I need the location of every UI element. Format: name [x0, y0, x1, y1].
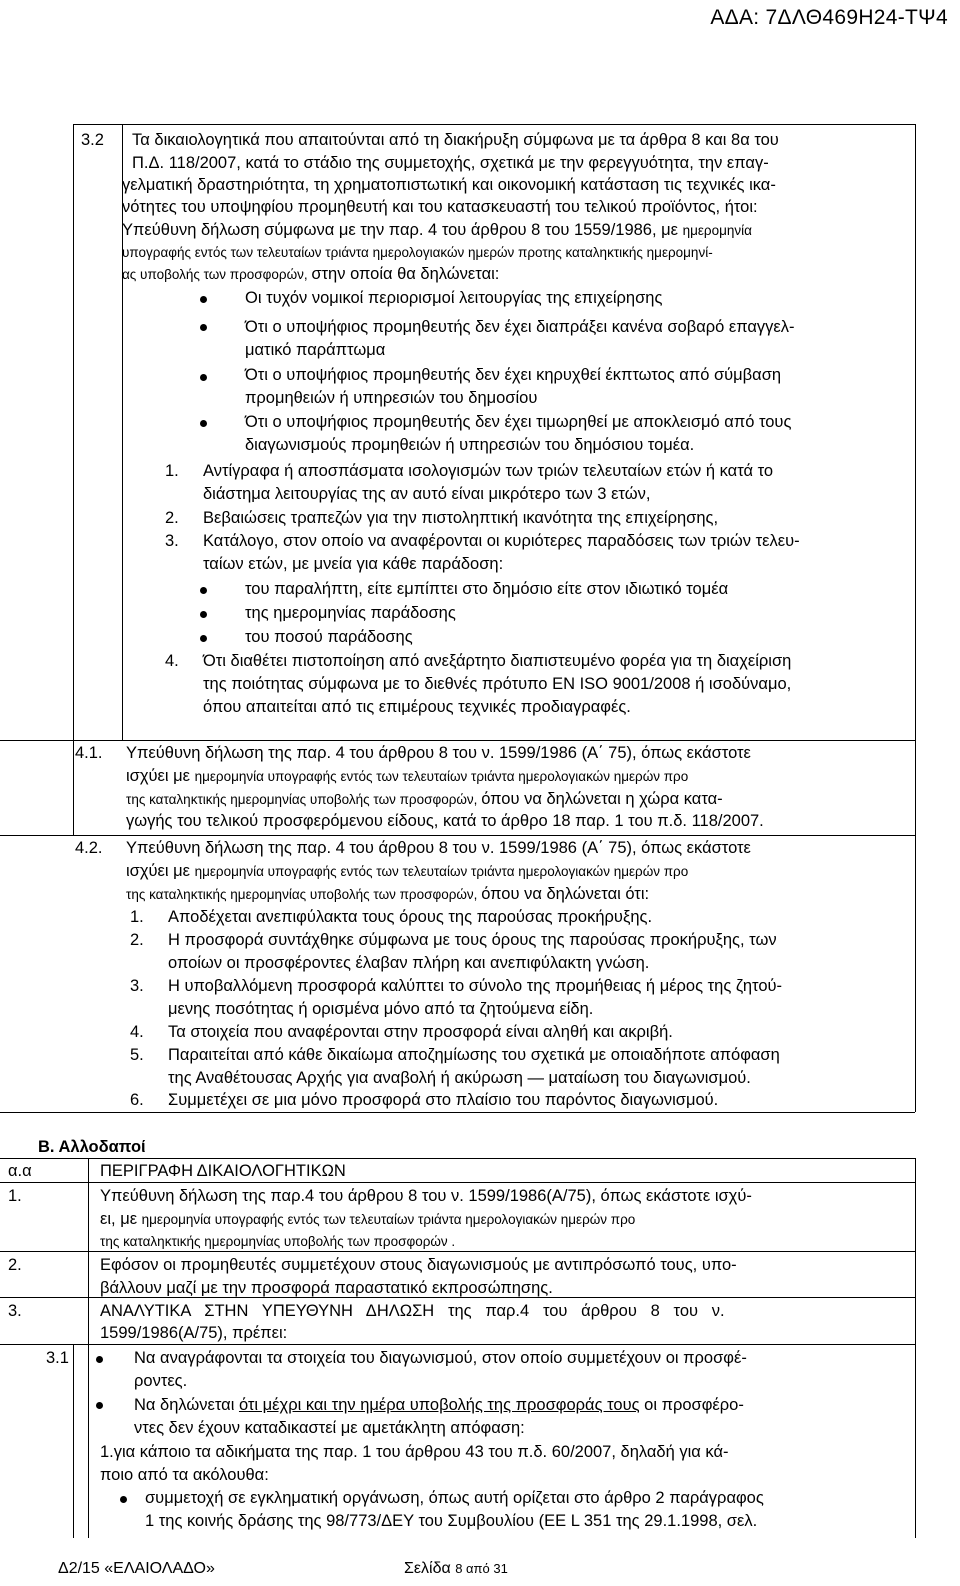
numbered-label: 3.: [130, 977, 144, 995]
border-right-4: [915, 740, 916, 1112]
row1-line-1: Υπεύθυνη δήλωση της παρ.4 του άρθρου 8 του ν. 1599/1986(Α/75), όπως εκάστοτε ισχύ-: [100, 1187, 752, 1205]
row3-line-2: 1599/1986(Α/75), πρέπει:: [100, 1324, 288, 1342]
bullet-item-2-line-2: ματικό παράπτωμα: [245, 341, 386, 359]
section-number-4-2: 4.2.: [75, 839, 103, 857]
footer-doc-code: Δ2/15 «ΕΛΑΙΟΛΑΔΟ»: [58, 1560, 215, 1577]
declaration-1: Αποδέχεται ανεπιφύλακτα τους όρους της παρούσας προκήρυξης.: [168, 908, 653, 926]
row1-line-2a: ει, με: [100, 1210, 142, 1228]
declaration-3-line-1: Η υποβαλλόμενη προσφορά καλύπτει το σύνολο της προμήθειας ή μέρος της ζητού-: [168, 977, 783, 995]
r31-bullet-2-underlined: ότι μέχρι και την ημέρα υποβολής της προσφοράς τους: [238, 1396, 640, 1414]
footer-page-info: [404, 1558, 508, 1580]
r31-sub-bullet-line-2: 1 της κοινής δράσης της 98/773/ΔΕΥ του Συμβουλίου (ΕΕ L 351 της 29.1.1998, σελ.: [145, 1512, 758, 1530]
bullet-item-3-line-2: προμηθειών ή υπηρεσιών του δημοσίου: [245, 389, 538, 407]
sec41-line-2a: ισχύει με: [126, 767, 195, 785]
table-border: [73, 1344, 74, 1538]
footer-total-pages: 31: [493, 1561, 508, 1576]
row1-line-2: [100, 1208, 635, 1232]
bullet-item-2-line-1: Ότι ο υποψήφιος προμηθευτής δεν έχει διαπράξει κανένα σοβαρό επαγγελ-: [245, 318, 795, 336]
declaration-2-line-1: Η προσφορά συντάχθηκε σύμφωνα με τους όρους της παρούσας προκήρυξης, των: [168, 931, 777, 949]
iso-line-3: όπου απαιτείται από τις επιμέρους τεχνικές προδιαγραφές.: [203, 698, 631, 716]
bullet-icon: [120, 1496, 127, 1503]
r31-bullet-2b: οι προσφέρο-: [639, 1396, 744, 1414]
numbered-label: 2.: [130, 931, 144, 949]
numbered-label: 3.: [165, 532, 179, 550]
intro-line-1: Τα δικαιολογητικά που απαιτούνται από τη διακήρυξη σύμφωνα με τα άρθρα 8 και 8α του: [132, 131, 779, 149]
footer-page-number: 8: [455, 1561, 463, 1576]
r31-bullet-2-line-1: [134, 1394, 744, 1417]
row2-line-2: βάλλουν μαζί με την προσφορά παραστατικό εκπροσώπησης.: [100, 1279, 553, 1297]
border-top-3-2: [73, 124, 915, 125]
numbered-item-3-line-1: Κατάλογο, στον οποίο να αναφέρονται οι κυριότερες παραδόσεις των τριών τελευ-: [203, 532, 800, 550]
r31-bullet-2a: Να δηλώνεται: [134, 1396, 239, 1414]
border-top-4: [0, 740, 915, 741]
intro-line-2: Π.Δ. 118/2007, κατά το στάδιο της συμμετοχής, σχετικά με την φερεγγυότητα, την επαγ-: [132, 154, 769, 172]
numbered-label: 1.: [130, 908, 144, 926]
sec42-line-2b: ημερομηνία υπογραφής εντός των τελευταίων τριάντα ημερολογιακών ημερών προ: [194, 864, 689, 879]
bullet-icon: [200, 296, 207, 303]
bullet-icon: [200, 635, 207, 642]
sec42-line-1: Υπεύθυνη δήλωση της παρ. 4 του άρθρου 8 του ν. 1599/1986 (Α΄ 75), όπως εκάστοτε: [126, 839, 751, 857]
numbered-label: 2.: [165, 509, 179, 527]
numbered-item-1-line-2: διάστημα λειτουργίας της αν αυτό είναι μικρότερο των 3 ετών,: [203, 485, 651, 503]
intro-line-5: [122, 219, 752, 243]
delivery-bullet-1: του παραλήπτη, είτε εμπίπτει στο δημόσιο είτε στον ιδιωτικό τομέα: [245, 580, 729, 598]
iso-line-1: Ότι διαθέτει πιστοποίηση από ανεξάρτητο διαπιστευμένο φορέα για τη διαχείριση: [203, 652, 792, 670]
bullet-item-4-line-1: Ότι ο υποψήφιος προμηθευτής δεν έχει τιμωρηθεί με αποκλεισμό από τους: [245, 413, 792, 431]
bullet-icon: [200, 611, 207, 618]
numbered-item-1-line-1: Αντίγραφα ή αποσπάσματα ισολογισμών των τριών τελευταίων ετών ή κατά το: [203, 462, 774, 480]
table-row-number: 1.: [8, 1187, 22, 1205]
border-bottom-4: [0, 1112, 915, 1113]
footer-of: από: [462, 1561, 494, 1576]
footer-page-label: Σελίδα: [404, 1560, 456, 1577]
declaration-3-line-2: μενης ποσότητας ή ορισμένα μόνο από τα ζητούμενα είδη.: [168, 1000, 594, 1018]
table-border: [88, 1344, 89, 1538]
sec41-line-4: γωγής του τελικού προσφερόμενου είδους, κατά το άρθρο 18 παρ. 1 του π.δ. 118/2007.: [126, 812, 764, 830]
r31-sub-bullet-line-1: συμμετοχή σε εγκληματική οργάνωση, όπως αυτή ορίζεται στο άρθρο 2 παράγραφος: [145, 1489, 764, 1507]
bullet-item-4-line-2: διαγωνισμούς προμηθειών ή υπηρεσιών του δημόσιου τομέα.: [245, 436, 695, 454]
border-left-3-2: [73, 124, 74, 740]
table-header-description: ΠΕΡΙΓΡΑΦΗ ΔΙΚΑΙΟΛΟΓΗΤΙΚΩΝ: [100, 1162, 346, 1180]
bullet-icon: [200, 374, 207, 381]
intro-line-7-text: στην οποία θα δηλώνεται:: [311, 265, 500, 283]
declaration-2-line-2: οποίων οι προσφέροντες έλαβαν πλήρη και ανεπιφύλακτη γνώση.: [168, 954, 650, 972]
border-left-4-1: [73, 740, 74, 835]
intro-line-7-small: ας υποβολής των προσφορών,: [122, 267, 312, 282]
table-row-number: 3.1: [46, 1349, 69, 1367]
border-right-3-2: [915, 124, 916, 740]
declaration-5-line-1: Παραιτείται από κάθε δικαίωμα αποζημίωσης του σχετικά με οποιαδήποτε απόφαση: [168, 1046, 780, 1064]
bullet-icon: [200, 587, 207, 594]
r31-para-line-2: ποιο από τα ακόλουθα:: [100, 1466, 269, 1484]
r31-para-line-1: 1.για κάποιο τα αδικήματα της παρ. 1 του άρθρου 43 του π.δ. 60/2007, δηλαδή για κά-: [100, 1443, 729, 1461]
bullet-item-3-line-1: Ότι ο υποψήφιος προμηθευτής δεν έχει κηρυχθεί έκπτωτος από σύμβαση: [245, 366, 782, 384]
r31-bullet-1-line-2: ροντες.: [134, 1372, 188, 1390]
intro-line-5-text: Υπεύθυνη δήλωση σύμφωνα με την παρ. 4 του άρθρου 8 του 1559/1986, με: [122, 221, 683, 239]
numbered-label: 5.: [130, 1046, 144, 1064]
bullet-icon: [200, 420, 207, 427]
sec41-line-2: [126, 765, 688, 789]
row3-line-1: ΑΝΑΛΥΤΙΚΑ ΣΤΗΝ ΥΠΕΥΘΥΝΗ ΔΗΛΩΣΗ της παρ.4 του άρθρου 8 του ν.: [100, 1302, 725, 1320]
bullet-icon: [96, 1356, 103, 1363]
sec42-line-3: [126, 883, 649, 907]
intro-line-6: υπογραφής εντός των τελευταίων τριάντα ημερολογιακών ημερών προτης καταληκτικής ημερομηνί-: [122, 245, 713, 260]
row1-line-2b: ημερομηνία υπογραφής εντός των τελευταίων τριάντα ημερολογιακών ημερών προ: [141, 1212, 636, 1227]
declaration-6: Συμμετέχει σε μια μόνο προσφορά στο πλαίσιο του παρόντος διαγωνισμού.: [168, 1091, 719, 1109]
section-b-title: Β. Αλλοδαποί: [38, 1138, 146, 1156]
numbered-label: 4.: [130, 1023, 144, 1041]
section-number-4-1: 4.1.: [75, 744, 103, 762]
border-mid-4: [0, 835, 915, 836]
bullet-icon: [200, 324, 207, 331]
iso-line-2: της ποιότητας σύμφωνα με το διεθνές πρότυπο EN ISO 9001/2008 ή ισοδύναμο,: [203, 675, 792, 693]
intro-line-4: νότητες του υποψηφίου προμηθευτή και του κατασκευαστή του τελικού προϊόντος, ήτοι:: [122, 198, 758, 216]
sec41-line-2b: ημερομηνία υπογραφής εντός των τελευταίων τριάντα ημερολογιακών ημερών προ: [194, 769, 689, 784]
delivery-bullet-3: του ποσού παράδοσης: [245, 628, 413, 646]
delivery-bullet-2: της ημερομηνίας παράδοσης: [245, 604, 456, 622]
numbered-label: 6.: [130, 1091, 144, 1109]
section-number: 3.2: [81, 131, 104, 149]
numbered-item-2-line-1: Βεβαιώσεις τραπεζών για την πιστοληπτική ικανότητα της επιχείρησης,: [203, 509, 719, 527]
intro-line-7: [122, 263, 499, 287]
table-border: [915, 1158, 916, 1538]
sec41-line-1: Υπεύθυνη δήλωση της παρ. 4 του άρθρου 8 του ν. 1599/1986 (Α΄ 75), όπως εκάστοτε: [126, 744, 751, 762]
table-row-number: 2.: [8, 1256, 22, 1274]
ada-code: ΑΔΑ: 7ΔΛΘ469Η24-ΤΨ4: [710, 6, 948, 29]
bullet-icon: [96, 1402, 103, 1409]
sec42-line-3b: όπου να δηλώνεται ότι:: [481, 885, 650, 903]
declaration-5-line-2: της Αναθέτουσας Αρχής για αναβολή ή ακύρωση — ματαίωση του διαγωνισμού.: [168, 1069, 751, 1087]
numbered-item-3-line-2: ταίων ετών, με μνεία για κάθε παράδοση:: [203, 555, 504, 573]
sec41-line-3: [126, 788, 723, 812]
sec42-line-2: [126, 860, 688, 884]
sec41-line-3b: όπου να δηλώνεται η χώρα κατα-: [481, 790, 723, 808]
intro-line-5-small: ημερομηνία: [682, 223, 752, 238]
table-header-code: α.α: [8, 1162, 32, 1180]
sec42-line-3a: της καταληκτικής ημερομηνίας υποβολής των προσφορών,: [126, 887, 482, 902]
bullet-item-1: Οι τυχόν νομικοί περιορισμοί λειτουργίας της επιχείρησης: [245, 289, 663, 307]
sec42-line-2a: ισχύει με: [126, 862, 195, 880]
intro-line-3: γελματική δραστηριότητα, τη χρηματοπιστωτική και οικονομική κατάσταση τις τεχνικές ικα-: [122, 176, 776, 194]
row2-line-1: Εφόσον οι προμηθευτές συμμετέχουν στους διαγωνισμούς με αντιπρόσωπό τους, υπο-: [100, 1256, 737, 1274]
numbered-label: 1.: [165, 462, 179, 480]
table-border: [0, 1158, 915, 1159]
declaration-4: Τα στοιχεία που αναφέρονται στην προσφορά είναι αληθή και ακριβή.: [168, 1023, 673, 1041]
table-row-number: 3.: [8, 1302, 22, 1320]
numbered-label: 4.: [165, 652, 179, 670]
row1-line-3: της καταληκτικής ημερομηνίας υποβολής των προσφορών .: [100, 1234, 456, 1249]
r31-bullet-1-line-1: Να αναγράφονται τα στοιχεία του διαγωνισμού, στον οποίο συμμετέχουν οι προσφέ-: [134, 1349, 747, 1367]
table-border: [88, 1158, 89, 1344]
r31-bullet-2-line-2: ντες δεν έχουν καταδικαστεί με αμετάκλητη απόφαση:: [134, 1419, 525, 1437]
sec41-line-3a: της καταληκτικής ημερομηνίας υποβολής των προσφορών,: [126, 792, 482, 807]
